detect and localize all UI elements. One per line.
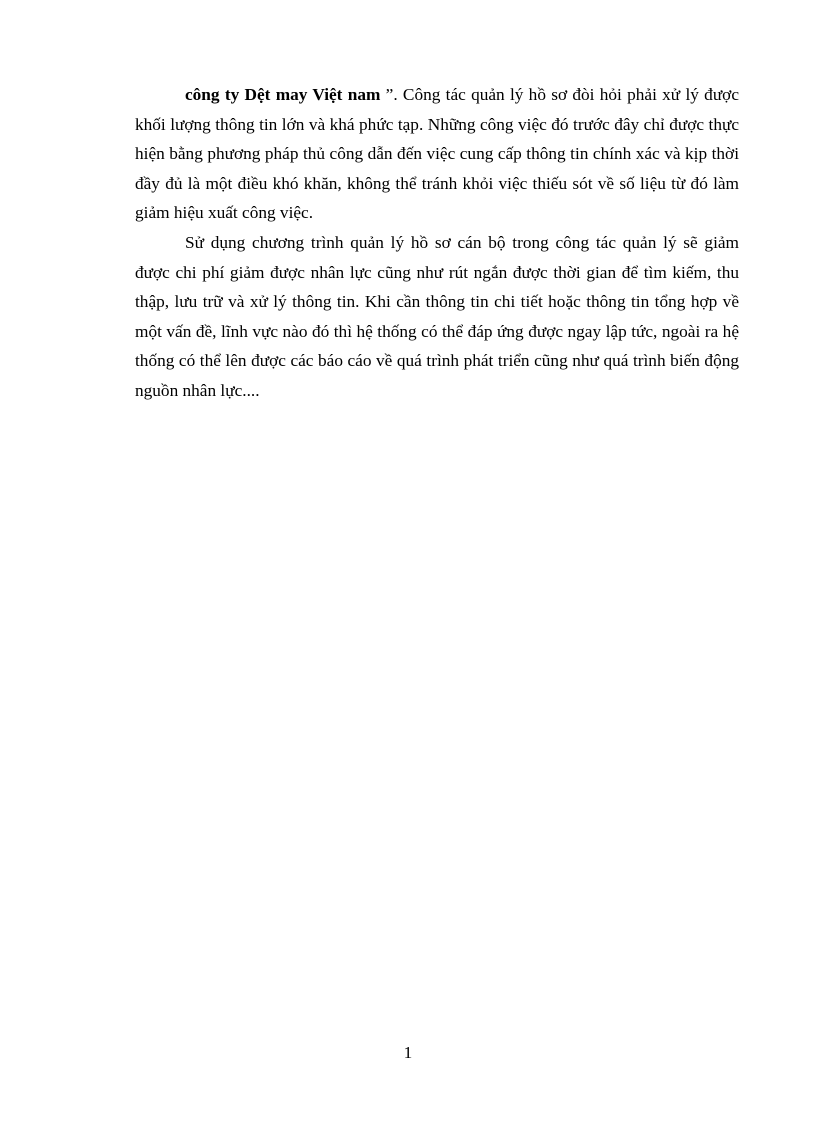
page-number: 1 <box>403 1043 413 1062</box>
paragraph-1 <box>135 80 739 228</box>
paragraph-2-text: Sử dụng chương trình quản lý hồ sơ cán bộ trong công tác quản lý sẽ giảm được chi phí giảm được nhân lực cũng như rút ngắn được thời gian để tìm kiếm, thu thập, lưu trữ và xử lý thông tin. Khi cần thông tin chi tiết hoặc thông tin tổng hợp về một vấn đề, lĩnh vực nào đó thì hệ thống có thể đáp ứng được ngay lập tức, ngoài ra hệ thống có thể lên được các báo cáo về quá trình phát triển cũng như quá trình biến động nguồn nhân lực.... <box>135 232 739 400</box>
body-text <box>135 80 739 406</box>
company-name: công ty Dệt may Việt nam <box>185 85 381 104</box>
paragraph-2 <box>135 228 739 406</box>
paragraph-1-text: ”. Công tác quản lý hồ sơ đòi hỏi phải xử lý được khối lượng thông tin lớn và khá phức tạp. Những công việc đó trước đây chỉ được thực hiện bằng phương pháp thủ công dẫn đến việc cung cấp thông tin chính xác và kịp thời đầy đủ là một điều khó khăn, không thể tránh khỏi việc thiếu sót về số liệu từ đó làm giảm hiệu xuất công việc. <box>135 85 739 223</box>
